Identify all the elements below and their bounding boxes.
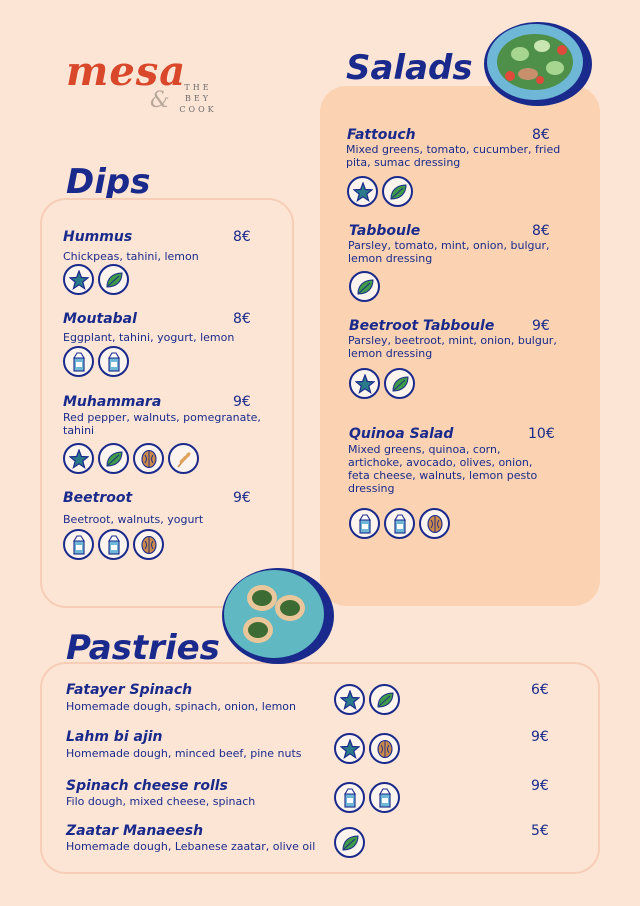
salads-title: Salads — [346, 48, 473, 88]
item-description: Parsley, tomato, mint, onion, bulgur, lemon dressing — [348, 239, 550, 265]
walnut-icon — [419, 508, 450, 539]
item-description: Parsley, beetroot, mint, onion, bulgur, lemon dressing — [348, 334, 557, 360]
allergen-icons — [334, 684, 400, 715]
item-price: 9€ — [531, 778, 549, 794]
star-icon — [63, 443, 94, 474]
item-price: 8€ — [532, 223, 550, 239]
pastries-plate-illustration — [216, 562, 336, 666]
milk-icon — [369, 782, 400, 813]
star-icon — [63, 264, 94, 295]
leaf-icon — [384, 368, 415, 399]
star-icon — [349, 368, 380, 399]
item-price: 9€ — [531, 729, 549, 745]
item-description: Homemade dough, Lebanese zaatar, olive oil — [66, 840, 316, 853]
milk-icon — [98, 529, 129, 560]
item-name: Beetroot Tabboule — [349, 318, 495, 334]
allergen-icons — [63, 264, 129, 295]
item-name: Beetroot — [63, 490, 133, 506]
allergen-icons — [334, 733, 400, 764]
leaf-icon — [334, 827, 365, 858]
item-name: Lahm bi ajin — [66, 729, 163, 745]
item-price: 10€ — [528, 426, 555, 442]
item-description: Homemade dough, minced beef, pine nuts — [66, 747, 302, 760]
item-name: Hummus — [63, 229, 133, 245]
allergen-icons — [347, 176, 413, 207]
item-description: Eggplant, tahini, yogurt, lemon — [63, 331, 235, 344]
item-price: 8€ — [233, 311, 251, 327]
milk-icon — [63, 529, 94, 560]
item-description: Mixed greens, tomato, cucumber, fried pita, sumac dressing — [346, 143, 561, 169]
salad-bowl-illustration — [480, 18, 594, 108]
item-name: Moutabal — [63, 311, 137, 327]
item-name: Tabboule — [349, 223, 421, 239]
allergen-icons — [63, 443, 199, 474]
item-description: Beetroot, walnuts, yogurt — [63, 513, 204, 526]
item-name: Zaatar Manaeesh — [66, 823, 204, 839]
allergen-icons — [349, 508, 450, 539]
leaf-icon — [369, 684, 400, 715]
item-price: 6€ — [531, 682, 549, 698]
star-icon — [334, 733, 365, 764]
dips-title: Dips — [66, 162, 151, 202]
leaf-icon — [98, 264, 129, 295]
brand-sub-line: BEY — [185, 94, 211, 103]
item-description: Chickpeas, tahini, lemon — [63, 250, 199, 263]
brand-sub-line: THE — [184, 83, 212, 92]
walnut-icon — [133, 529, 164, 560]
milk-icon — [384, 508, 415, 539]
milk-icon — [98, 346, 129, 377]
item-price: 9€ — [532, 318, 550, 334]
allergen-icons — [334, 827, 365, 858]
item-price: 9€ — [233, 490, 251, 506]
leaf-icon — [98, 443, 129, 474]
milk-icon — [349, 508, 380, 539]
item-name: Fatayer Spinach — [66, 682, 193, 698]
item-description: Red pepper, walnuts, pomegranate, tahini — [63, 411, 261, 437]
walnut-icon — [133, 443, 164, 474]
item-name: Muhammara — [63, 394, 162, 410]
walnut-icon — [369, 733, 400, 764]
item-description: Homemade dough, spinach, onion, lemon — [66, 700, 297, 713]
allergen-icons — [334, 782, 400, 813]
pastries-title: Pastries — [66, 628, 220, 668]
brand-subtitle — [178, 82, 218, 115]
star-icon — [334, 684, 365, 715]
brand-logo: mesa — [66, 48, 187, 95]
item-name: Quinoa Salad — [349, 426, 454, 442]
item-price: 5€ — [531, 823, 549, 839]
item-price: 8€ — [532, 127, 550, 143]
brand-sub-line: COOK — [179, 105, 217, 114]
allergen-icons — [63, 529, 164, 560]
leaf-icon — [349, 271, 380, 302]
allergen-icons — [349, 271, 380, 302]
milk-icon — [63, 346, 94, 377]
item-description: Mixed greens, quinoa, corn, artichoke, avocado, olives, onion, feta cheese, walnuts, lemon pesto dressing — [348, 443, 538, 495]
leaf-icon — [382, 176, 413, 207]
allergen-icons — [349, 368, 415, 399]
item-name: Spinach cheese rolls — [66, 778, 228, 794]
item-description: Filo dough, mixed cheese, spinach — [66, 795, 256, 808]
wheat-icon — [168, 443, 199, 474]
allergen-icons — [63, 346, 129, 377]
milk-icon — [334, 782, 365, 813]
item-price: 8€ — [233, 229, 251, 245]
star-icon — [347, 176, 378, 207]
item-price: 9€ — [233, 394, 251, 410]
brand-ampersand: & — [150, 88, 170, 113]
item-name: Fattouch — [347, 127, 416, 143]
